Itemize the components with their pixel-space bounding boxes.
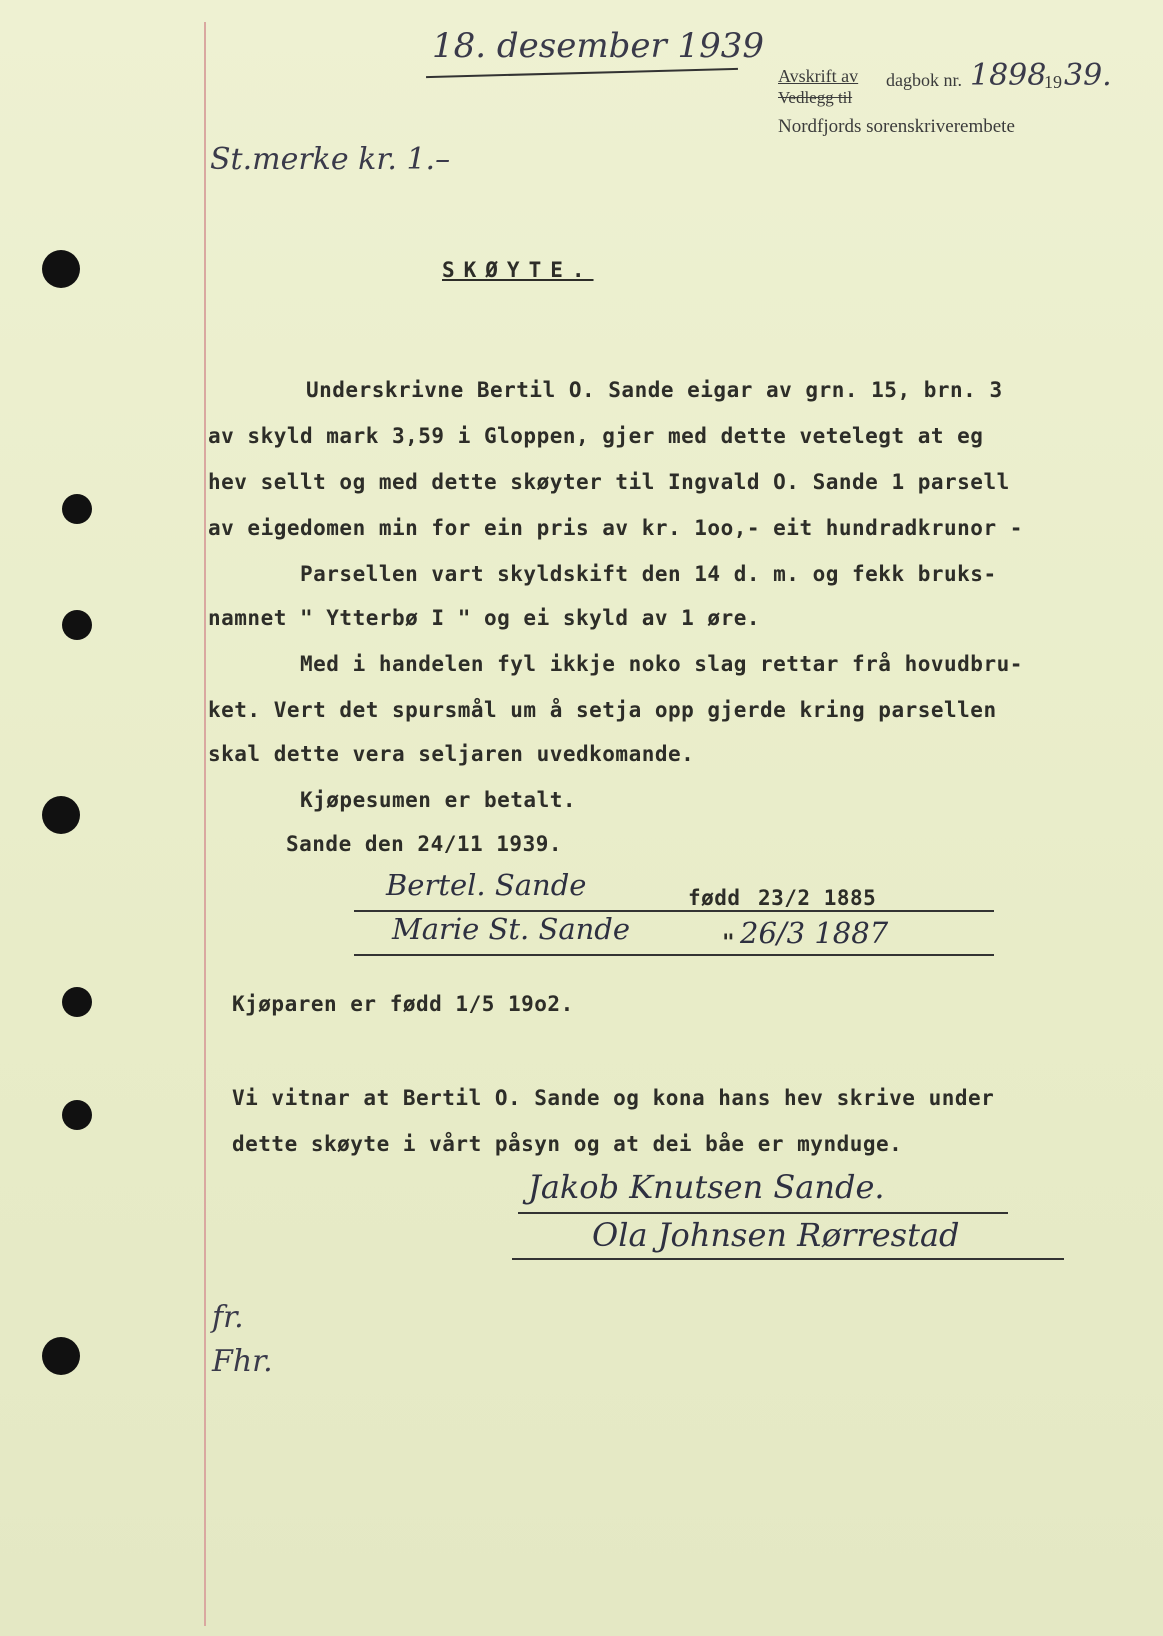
punch-hole (42, 250, 80, 288)
punch-hole (62, 1100, 92, 1130)
clerk-initials: fr. Fhr. (212, 1300, 273, 1379)
stamp-duty-note: St.merke kr. 1.– (210, 142, 451, 177)
born-label: fødd (688, 886, 741, 910)
body-line: namnet " Ytterbø I " og ei skyld av 1 øre. (208, 606, 761, 630)
witness-signature-line (512, 1258, 1064, 1260)
witness-signature: Ola Johnsen Rørrestad (592, 1216, 960, 1254)
seller-signature: Bertel. Sande (386, 868, 587, 902)
body-line: skal dette vera seljaren uvedkomande. (208, 742, 695, 766)
stamp-dagbok-label: dagbok nr. (886, 70, 962, 90)
date-underline (426, 68, 738, 78)
born-ditto: " (722, 930, 736, 954)
buyer-born-line: Kjøparen er fødd 1/5 19o2. (232, 992, 574, 1016)
office-name: Nordfjords sorenskriverembete (778, 116, 1015, 137)
place-date-line: Sande den 24/11 1939. (286, 832, 563, 856)
body-line: Kjøpesumen er betalt. (300, 788, 577, 812)
year-suffix: 39. (1064, 58, 1112, 93)
punch-hole (62, 987, 92, 1017)
punch-hole (42, 796, 80, 834)
witness-signature-line (518, 1212, 1008, 1214)
punch-hole (62, 494, 92, 524)
stamp-vedlegg-struck: Vedlegg til (778, 88, 853, 107)
witness-line: dette skøyte i vårt påsyn og at dei båe er mynduge. (232, 1132, 903, 1156)
handwritten-date: 18. desember 1939 (432, 26, 765, 66)
spouse-born: 26/3 1887 (740, 916, 889, 950)
document-title: SKØYTE. (442, 258, 594, 282)
body-line: Parsellen vart skyldskift den 14 d. m. og fekk bruks- (300, 562, 997, 586)
margin-rule (204, 22, 206, 1626)
body-line: hev sellt og med dette skøyter til Ingvald O. Sande 1 parsell (208, 470, 1010, 494)
body-line: av eigedomen min for ein pris av kr. 1oo,- eit hundradkrunor - (208, 516, 1023, 540)
dagbok-number: 1898 (970, 58, 1047, 93)
body-line: ket. Vert det spursmål um å setja opp gjerde kring parsellen (208, 698, 997, 722)
body-line: av skyld mark 3,59 i Gloppen, gjer med dette vetelegt at eg (208, 424, 984, 448)
year-prefix: 19 (1044, 72, 1062, 92)
body-line: Med i handelen fyl ikkje noko slag rettar frå hovudbru- (300, 652, 1023, 676)
stamp-avskrift: Avskrift av (778, 66, 859, 86)
punch-hole (62, 610, 92, 640)
witness-signature: Jakob Knutsen Sande. (528, 1168, 885, 1206)
signature-line (354, 954, 994, 956)
witness-line: Vi vitnar at Bertil O. Sande og kona hans hev skrive under (232, 1086, 995, 1110)
punch-hole (42, 1337, 80, 1375)
spouse-signature: Marie St. Sande (392, 912, 631, 946)
body-line: Underskrivne Bertil O. Sande eigar av grn. 15, brn. 3 (306, 378, 1003, 402)
seller-born: 23/2 1885 (758, 886, 877, 910)
